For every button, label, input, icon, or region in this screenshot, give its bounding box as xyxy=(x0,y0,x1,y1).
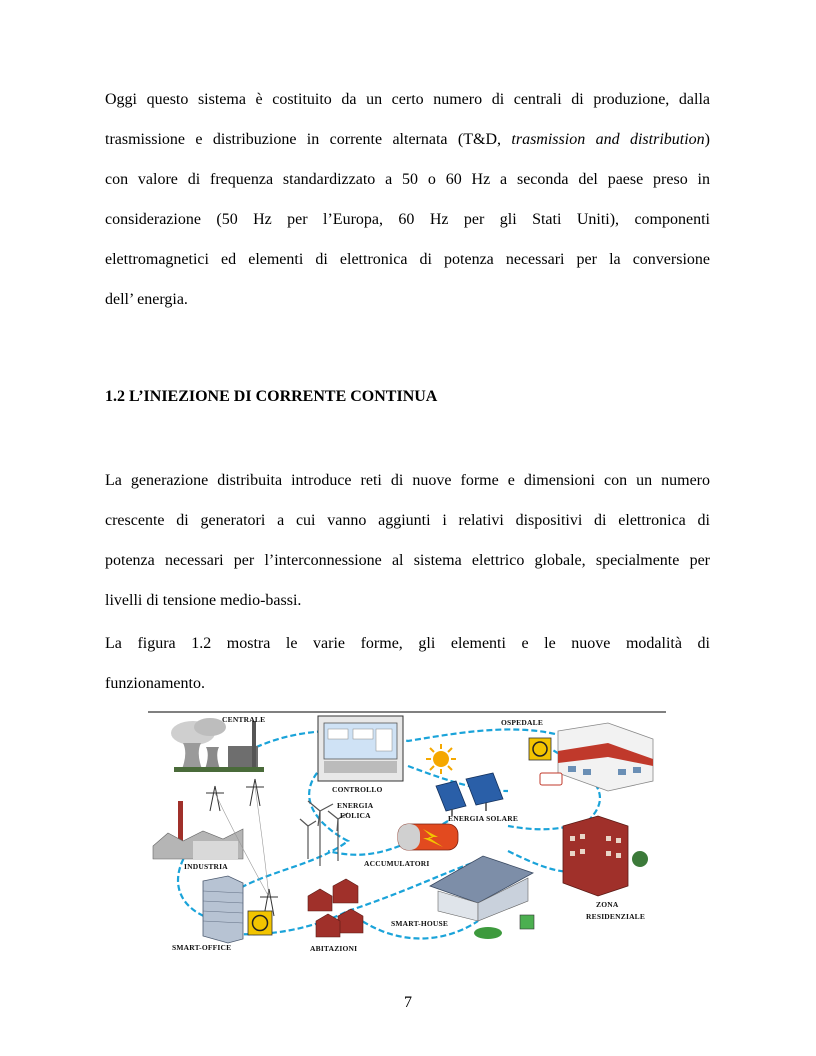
label-smart-house: SMART-HOUSE xyxy=(391,919,449,928)
label-centrale: CENTRALE xyxy=(222,715,266,724)
paragraph-generation xyxy=(105,461,710,621)
page-number: 7 xyxy=(404,994,412,1011)
smart-office-icon xyxy=(203,876,243,943)
sun-icon xyxy=(426,744,456,774)
section-heading: 1.2 L’INIEZIONE DI CORRENTE CONTINUA xyxy=(105,388,438,405)
figure-distributed-grid xyxy=(148,711,666,955)
house-smart-meter-icon xyxy=(520,915,534,929)
text-line: dell’ energia. xyxy=(105,291,188,308)
label-accumulatori: ACCUMULATORI xyxy=(364,859,430,868)
text-line: trasmissione e distribuzione in corrente alternata (T&D, trasmission and distribution) xyxy=(105,131,710,148)
text-line: considerazione (50 Hz per l’Europa, 60 Hz per gli Stati Uniti), componenti xyxy=(105,211,710,228)
text-line: crescente di generatori a cui vanno aggiunti i relativi dispositivi di elettronica di xyxy=(105,512,710,529)
label-ospedale: OSPEDALE xyxy=(501,718,544,727)
text-line: La generazione distribuita introduce reti di nuove forme e dimensioni con un numero xyxy=(105,472,710,489)
houses-icon xyxy=(308,879,363,937)
industry-icon xyxy=(153,801,243,859)
text-line: elettromagnetici ed elementi di elettronica di potenza necessari per la conversione xyxy=(105,251,710,268)
text-line: con valore di frequenza standardizzato a 50 o 60 Hz a seconda del paese preso in xyxy=(105,171,710,188)
label-energia-eolica-1: ENERGIA xyxy=(337,801,374,810)
text-line: La figura 1.2 mostra le varie forme, gli elementi e le nuove modalità di xyxy=(105,635,710,652)
residential-building-icon xyxy=(563,816,648,896)
text-line: potenza necessari per l’interconnessione al sistema elettrico globale, specialmente per xyxy=(105,552,710,569)
label-smart-office: SMART-OFFICE xyxy=(172,943,232,952)
text-line: funzionamento. xyxy=(105,675,205,692)
hospital-smart-meter-icon xyxy=(529,738,551,760)
label-zona: ZONA xyxy=(596,900,619,909)
battery-icon xyxy=(398,824,458,850)
hospital-icon xyxy=(540,723,653,791)
label-residenziale: RESIDENZIALE xyxy=(586,912,646,921)
distributed-grid-illustration xyxy=(148,711,666,955)
office-smart-meter-icon xyxy=(248,911,272,935)
text-line: Oggi questo sistema è costituito da un certo numero di centrali di produzione, dalla xyxy=(105,91,710,108)
italic-term: trasmission and distribution xyxy=(511,131,705,148)
label-energia-eolica-2: EOLICA xyxy=(340,811,371,820)
label-energia-solare: ENERGIA SOLARE xyxy=(448,814,519,823)
paragraph-figure-ref xyxy=(105,624,710,704)
control-room-icon xyxy=(318,716,403,781)
label-abitazioni: ABITAZIONI xyxy=(310,944,358,953)
text-line: livelli di tensione medio-bassi. xyxy=(105,592,302,609)
paragraph-intro xyxy=(105,80,710,320)
power-plant-icon xyxy=(171,718,264,772)
label-industria: INDUSTRIA xyxy=(184,862,228,871)
label-controllo: CONTROLLO xyxy=(332,785,383,794)
